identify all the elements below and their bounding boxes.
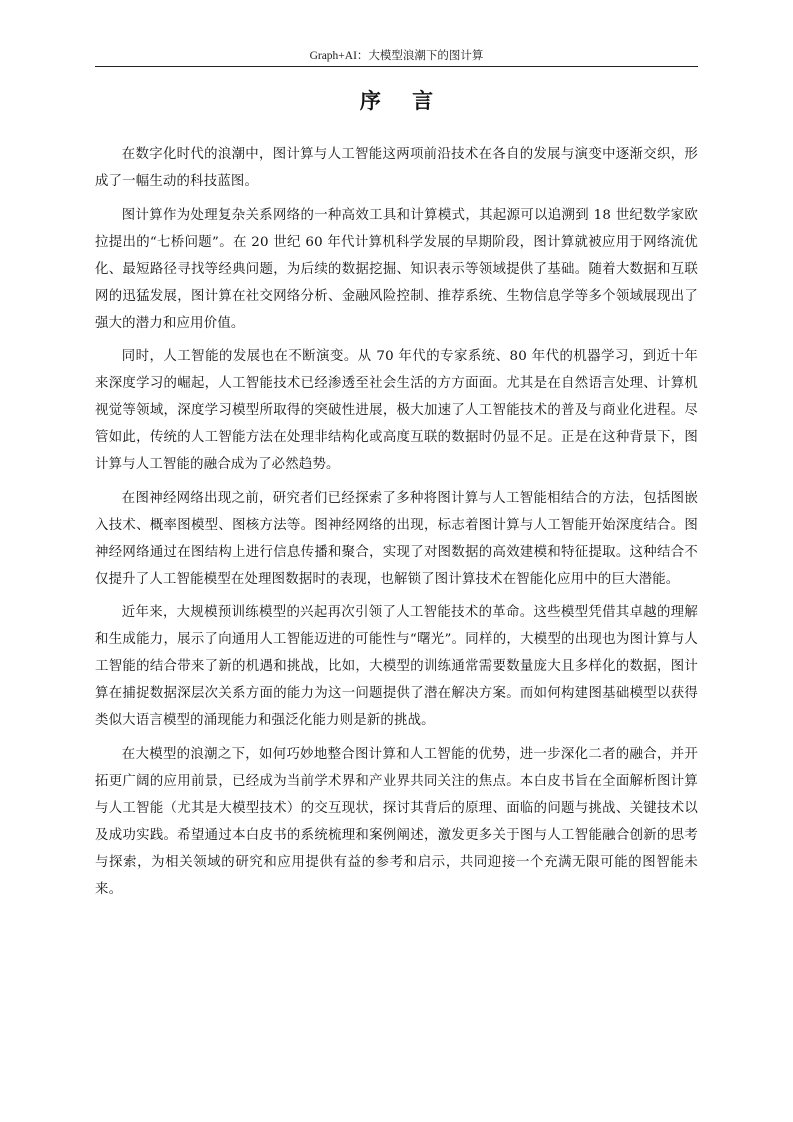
page-title: 序 言 xyxy=(359,89,446,113)
paragraph-5: 近年来，大规模预训练模型的兴起再次引领了人工智能技术的革命。这些模型凭借其卓越的理解和生成能力，展示了向通用人工智能迈进的可能性与“曙光”。同样的，大模型的出现也为图计算与人工智能的结合带来了新的机遇和挑战，比如，大模型的训练通常需要数量庞大且多样化的数据，图计算在捕捉数据深层次关系方面的能力为这一问题提供了潜在解决方案。而如何构建图基础模型以获得类似大语言模型的涌现能力和强泛化能力则是新的挑战。 xyxy=(95,605,698,728)
paragraph-4: 在图神经网络出现之前，研究者们已经探索了多种将图计算与人工智能相结合的方法，包括图嵌入技术、概率图模型、图核方法等。图神经网络的出现，标志着图计算与人工智能开始深度结合。图神经网络通过在图结构上进行信息传播和聚合，实现了对图数据的高效建模和特征提取。这种结合不仅提升了人工智能模型在处理图数据时的表现，也解锁了图计算技术在智能化应用中的巨大潜能。 xyxy=(95,490,698,587)
header-divider xyxy=(95,66,698,67)
paragraph-1: 在数字化时代的浪潮中，图计算与人工智能这两项前沿技术在各自的发展与演变中逐渐交织，形成了一幅生动的科技蓝图。 xyxy=(95,147,698,189)
paragraph-6: 在大模型的浪潮之下，如何巧妙地整合图计算和人工智能的优势，进一步深化二者的融合，并开拓更广阔的应用前景，已经成为当前学术界和产业界共同关注的焦点。本白皮书旨在全面解析图计算与人工智能（尤其是大模型技术）的交互现状，探讨其背后的原理、面临的问题与挑战、关键技术以及成功实践。希望通过本白皮书的系统梳理和案例阐述，激发更多关于图与人工智能融合创新的思考与探索，为相关领域的研究和应用提供有益的参考和启示，共同迎接一个充满无限可能的图智能未来。 xyxy=(95,746,698,897)
body-text xyxy=(95,141,698,909)
paragraph-2: 图计算作为处理复杂关系网络的一种高效工具和计算模式，其起源可以追溯到 18 世纪数学家欧拉提出的“七桥问题”。在 20 世纪 60 年代计算机科学发展的早期阶段，图计算就被应用于网络流优化、最短路径寻找等经典问题，为后续的数据挖掘、知识表示等领域提供了基础。随着大数据和互联网的迅猛发展，图计算在社交网络分析、金融风险控制、推荐系统、生物信息学等多个领域展现出了强大的潜力和应用价值。 xyxy=(95,207,698,331)
paragraph-3: 同时，人工智能的发展也在不断演变。从 70 年代的专家系统、80 年代的机器学习，到近十年来深度学习的崛起，人工智能技术已经渗透至社会生活的方方面面。尤其是在自然语言处理、计算机视觉等领域，深度学习模型所取得的突破性进展，极大加速了人工智能技术的普及与商业化进程。尽管如此，传统的人工智能方法在处理非结构化或高度互联的数据时仍显不足。正是在这种背景下，图计算与人工智能的融合成为了必然趋势。 xyxy=(95,349,698,472)
running-header: Graph+AI：大模型浪潮下的图计算 xyxy=(309,50,484,62)
